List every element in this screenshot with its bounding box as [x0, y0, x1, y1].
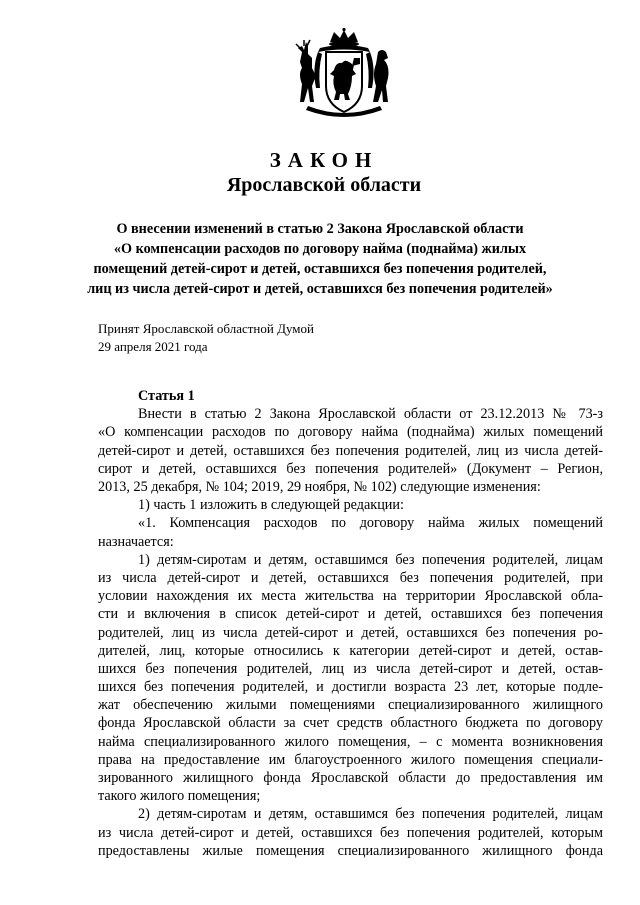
article-line: 2013, 25 декабря, № 104; 2019, 29 ноября, № 102) следующие изменения: — [98, 478, 541, 495]
law-title-line: лиц из числа детей-сирот и детей, оставшихся без попечения родителей» — [87, 281, 553, 297]
region-heading: Ярославской области — [226, 174, 422, 196]
article-line: шихся без попечения родителей, лиц из числа детей-сирот и детей, остав- — [98, 660, 603, 677]
article-line: шихся без попечения родителей, и достигли возраста 23 лет, которые подле- — [98, 679, 603, 696]
article-line: «1. Компенсация расходов по договору найма жилых помещений — [138, 515, 603, 532]
article-line: права на предоставление им благоустроенного жилого помещения специали- — [98, 751, 603, 768]
article-lines — [98, 405, 603, 860]
article-line: такого жилого помещения; — [98, 788, 261, 805]
coat-of-arms-icon — [290, 28, 398, 120]
law-title-line: «О компенсации расходов по договору найма (поднайма) жилых — [113, 241, 527, 257]
article-line: найма специализированного жилого помещения, – с момента возникновения — [98, 733, 603, 750]
article-heading: Статья 1 — [138, 388, 195, 404]
adoption-date: 29 апреля 2021 года — [98, 339, 208, 354]
article-line: условии нахождения их места жительства на территории Ярославской обла- — [98, 588, 603, 605]
article-line: из числа детей-сирот и детей, оставшихся без попечения родителей, которым — [98, 824, 603, 841]
law-title — [80, 219, 560, 299]
adopted-by: Принят Ярославской областной Думой — [98, 321, 314, 336]
article-line: зированного жилищного фонда Ярославской области до предоставления им — [98, 770, 603, 786]
article-line: жат обеспечению жилыми помещениями специализированного жилищного — [98, 697, 603, 714]
article-line: назначается: — [98, 533, 174, 550]
law-title-line: помещений детей-сирот и детей, оставшихся без попечения родителей, — [93, 261, 547, 277]
law-title-line: О внесении изменений в статью 2 Закона Ярославской области — [116, 221, 524, 237]
article-body — [98, 387, 603, 860]
article-line: предоставлены жилые помещения специализированного жилищного фонда — [98, 842, 603, 859]
article-line: «О компенсации расходов по договору найма (поднайма) жилых помещений — [98, 424, 603, 441]
article-line: 2) детям-сиротам и детям, оставшимся без попечения родителей, лицам — [138, 806, 603, 823]
adoption-info — [98, 320, 314, 356]
document-type-heading: ЗАКОН — [269, 148, 379, 172]
article-line: дителей, лиц, которые относились к категории детей-сирот и детей, остав- — [98, 642, 603, 659]
article-line: фонда Ярославской области за счет средств областного бюджета по договору — [98, 715, 603, 732]
article-line: 1) детям-сиротам и детям, оставшимся без попечения родителей, лицам — [138, 551, 603, 568]
article-line: сирот и детей, оставшихся без попечения родителей» (Документ – Регион, — [98, 460, 603, 477]
article-line: сти и включения в список детей-сирот и детей, оставшихся без попечения — [98, 606, 603, 623]
article-line: 1) часть 1 изложить в следующей редакции: — [138, 497, 404, 514]
article-line: детей-сирот и детей, оставшихся без попечения родителей, лиц из числа детей- — [98, 442, 603, 459]
article-line: из числа детей-сирот и детей, оставшихся без попечения родителей, при — [98, 569, 603, 586]
article-line: родителей, лиц из числа детей-сирот и детей, оставшихся без попечения ро- — [98, 624, 603, 641]
article-line: Внести в статью 2 Закона Ярославской области от 23.12.2013 № 73-з — [138, 406, 603, 423]
